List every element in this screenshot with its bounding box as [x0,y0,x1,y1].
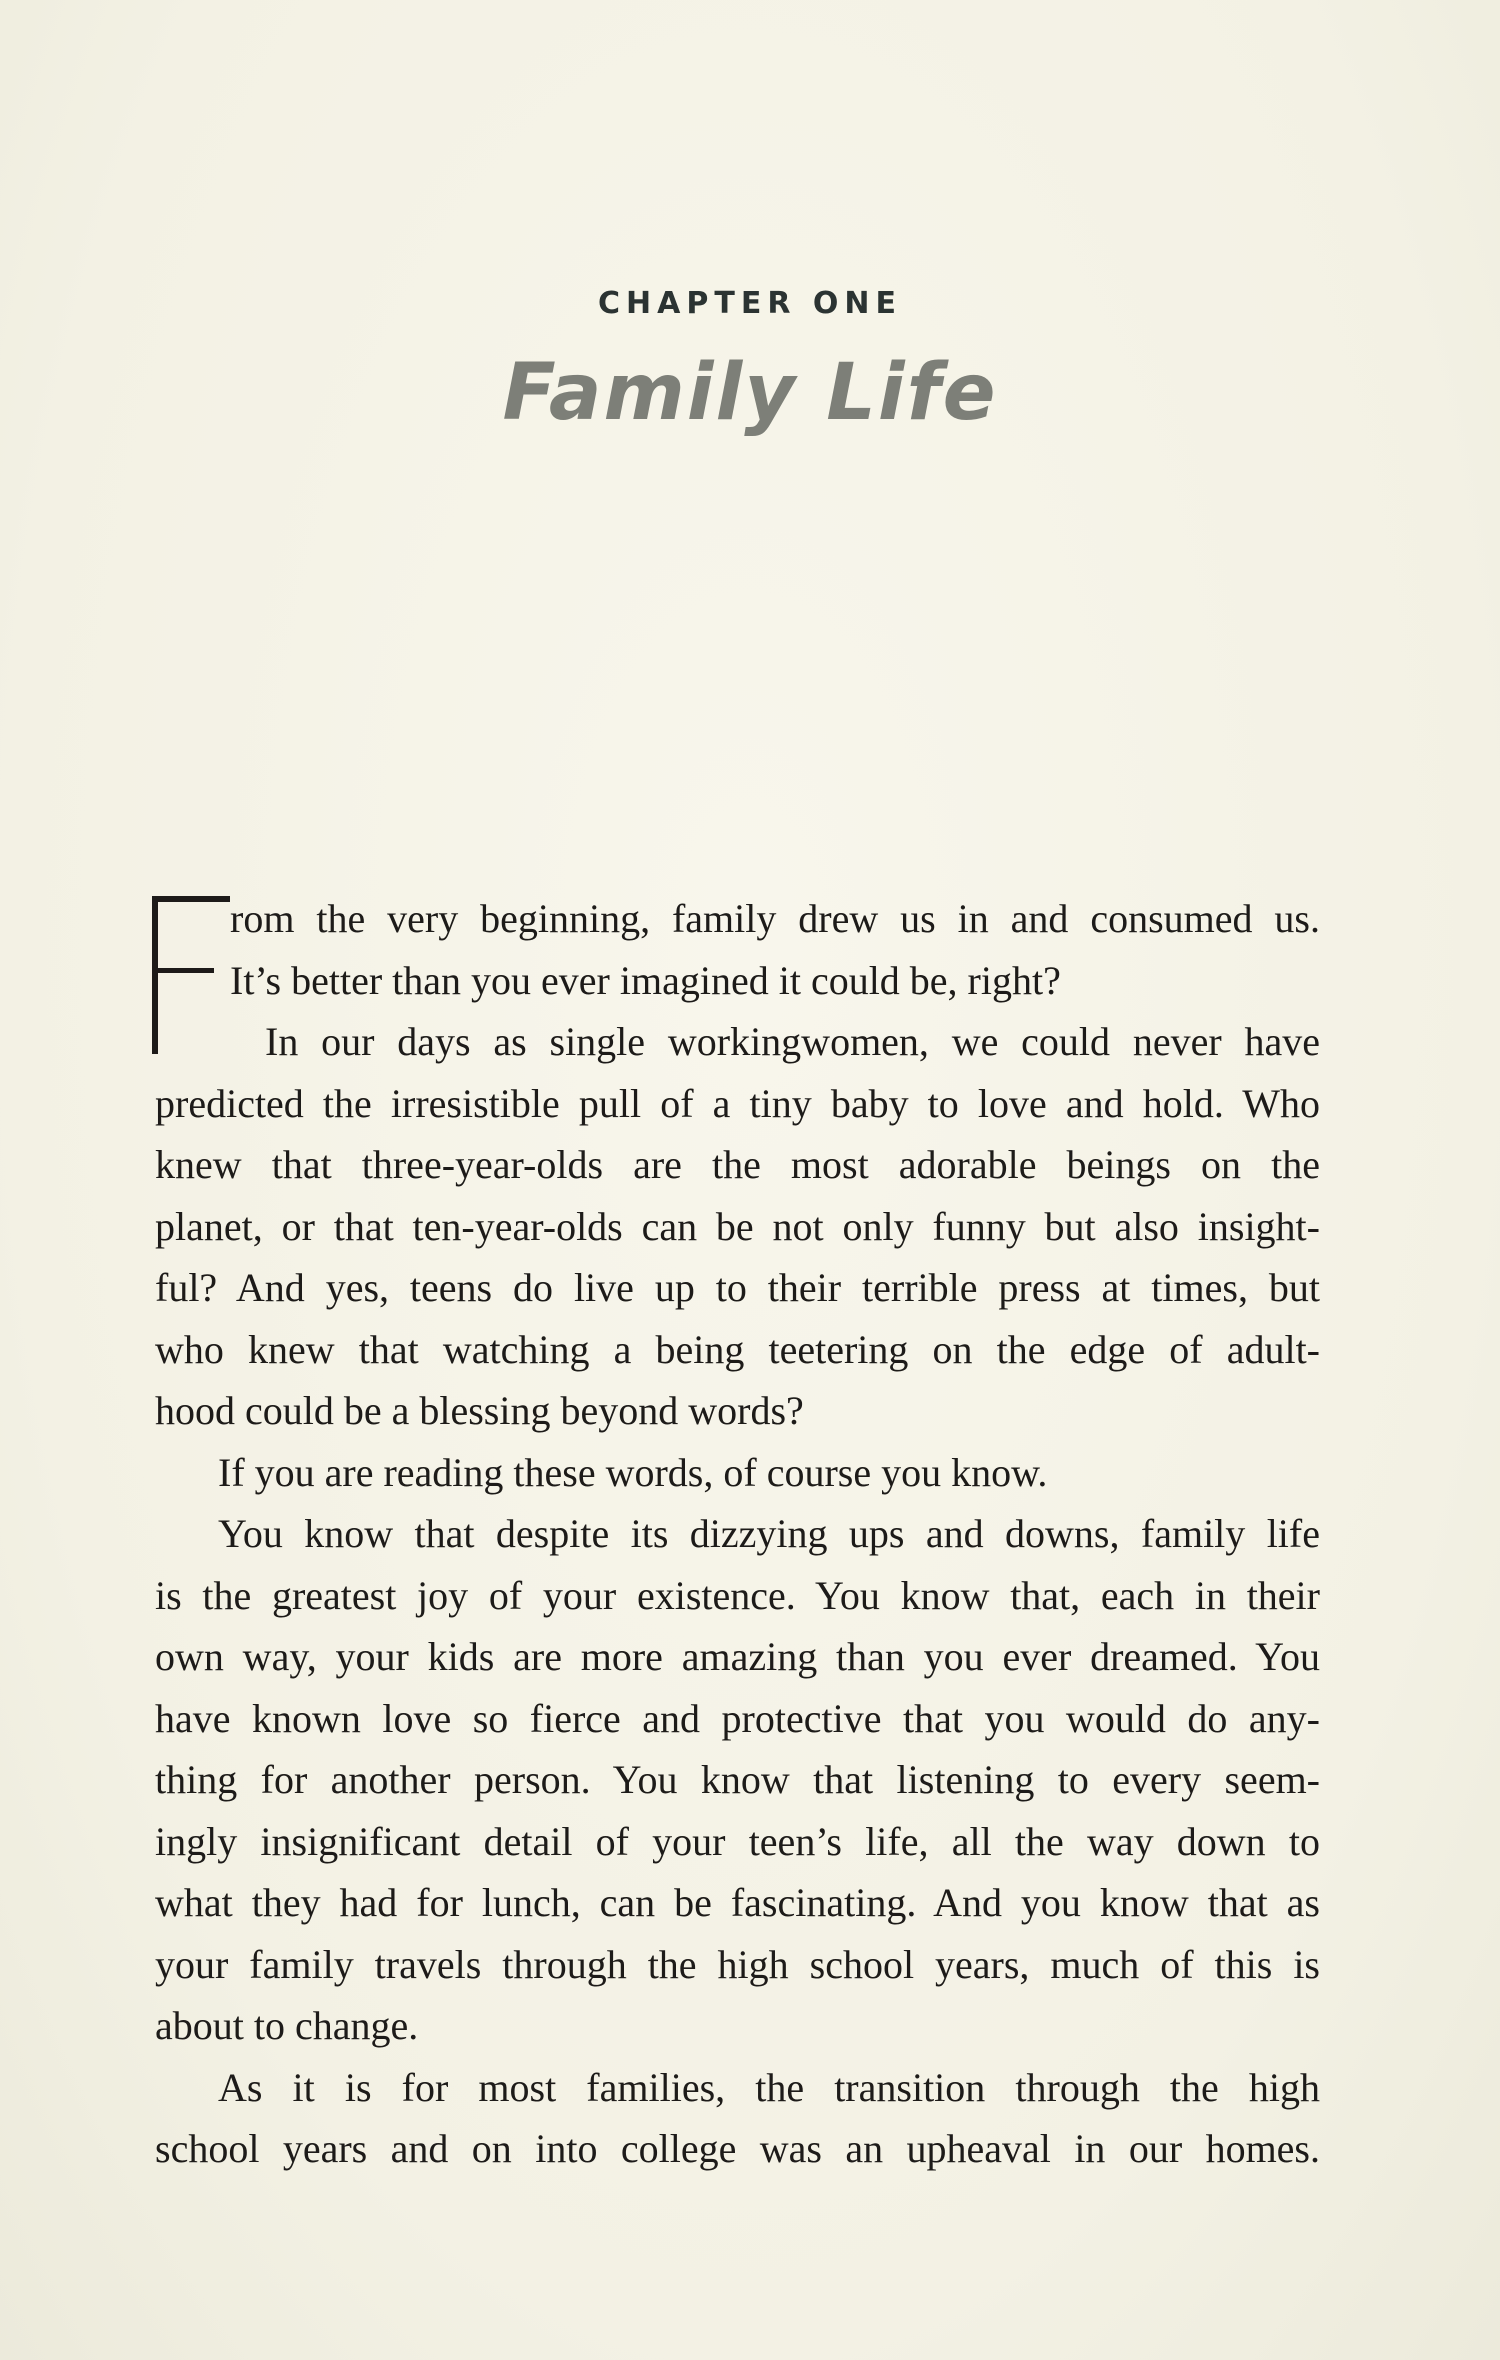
text-line: hood could be a blessing beyond words? [155,1388,804,1433]
text-line: rom the very beginning, family drew us in and consumed us. [230,896,1320,941]
text-line: As it is for most families, the transition through the high [218,2064,1320,2110]
text-line: have known love so fierce and protective that you would do any- [155,1695,1320,1741]
text-line: who knew that watching a being teetering on the edge of adult- [155,1326,1320,1372]
text-line: your family travels through the high school years, much of this is [155,1941,1320,1987]
text-line: knew that three-year-olds are the most adorable beings on the [155,1142,1320,1187]
text-line: thing for another person. You know that listening to every seem- [155,1757,1320,1802]
text-line: school years and on into college was an upheaval in our homes. [155,2126,1320,2171]
text-line: ful? And yes, teens do live up to their terrible press at times, but [155,1265,1320,1310]
text-line: predicted the irresistible pull of a tiny baby to love and hold. Who [155,1080,1320,1126]
text-line: planet, or that ten-year-olds can be not only funny but also insight- [155,1203,1320,1249]
text-line: In our days as single workingwomen, we could never have [265,1019,1320,1064]
text-line: If you are reading these words, of course you know. [218,1449,1048,1495]
text-line: You know that despite its dizzying ups and downs, family life [218,1511,1320,1556]
text-line: ingly insignificant detail of your teen’s life, all the way down to [155,1818,1320,1864]
text-line: own way, your kids are more amazing than you ever dreamed. You [155,1634,1320,1679]
text-line: It’s better than you ever imagined it could be, right? [230,957,1061,1003]
chapter-title: Family Life [502,348,998,438]
body-text [155,888,1320,2180]
text-line: about to change. [155,2003,419,2048]
chapter-label: CHAPTER ONE [598,286,902,321]
text-line: is the greatest joy of your existence. You know that, each in their [155,1572,1320,1618]
text-line: what they had for lunch, can be fascinating. And you know that as [155,1880,1320,1925]
